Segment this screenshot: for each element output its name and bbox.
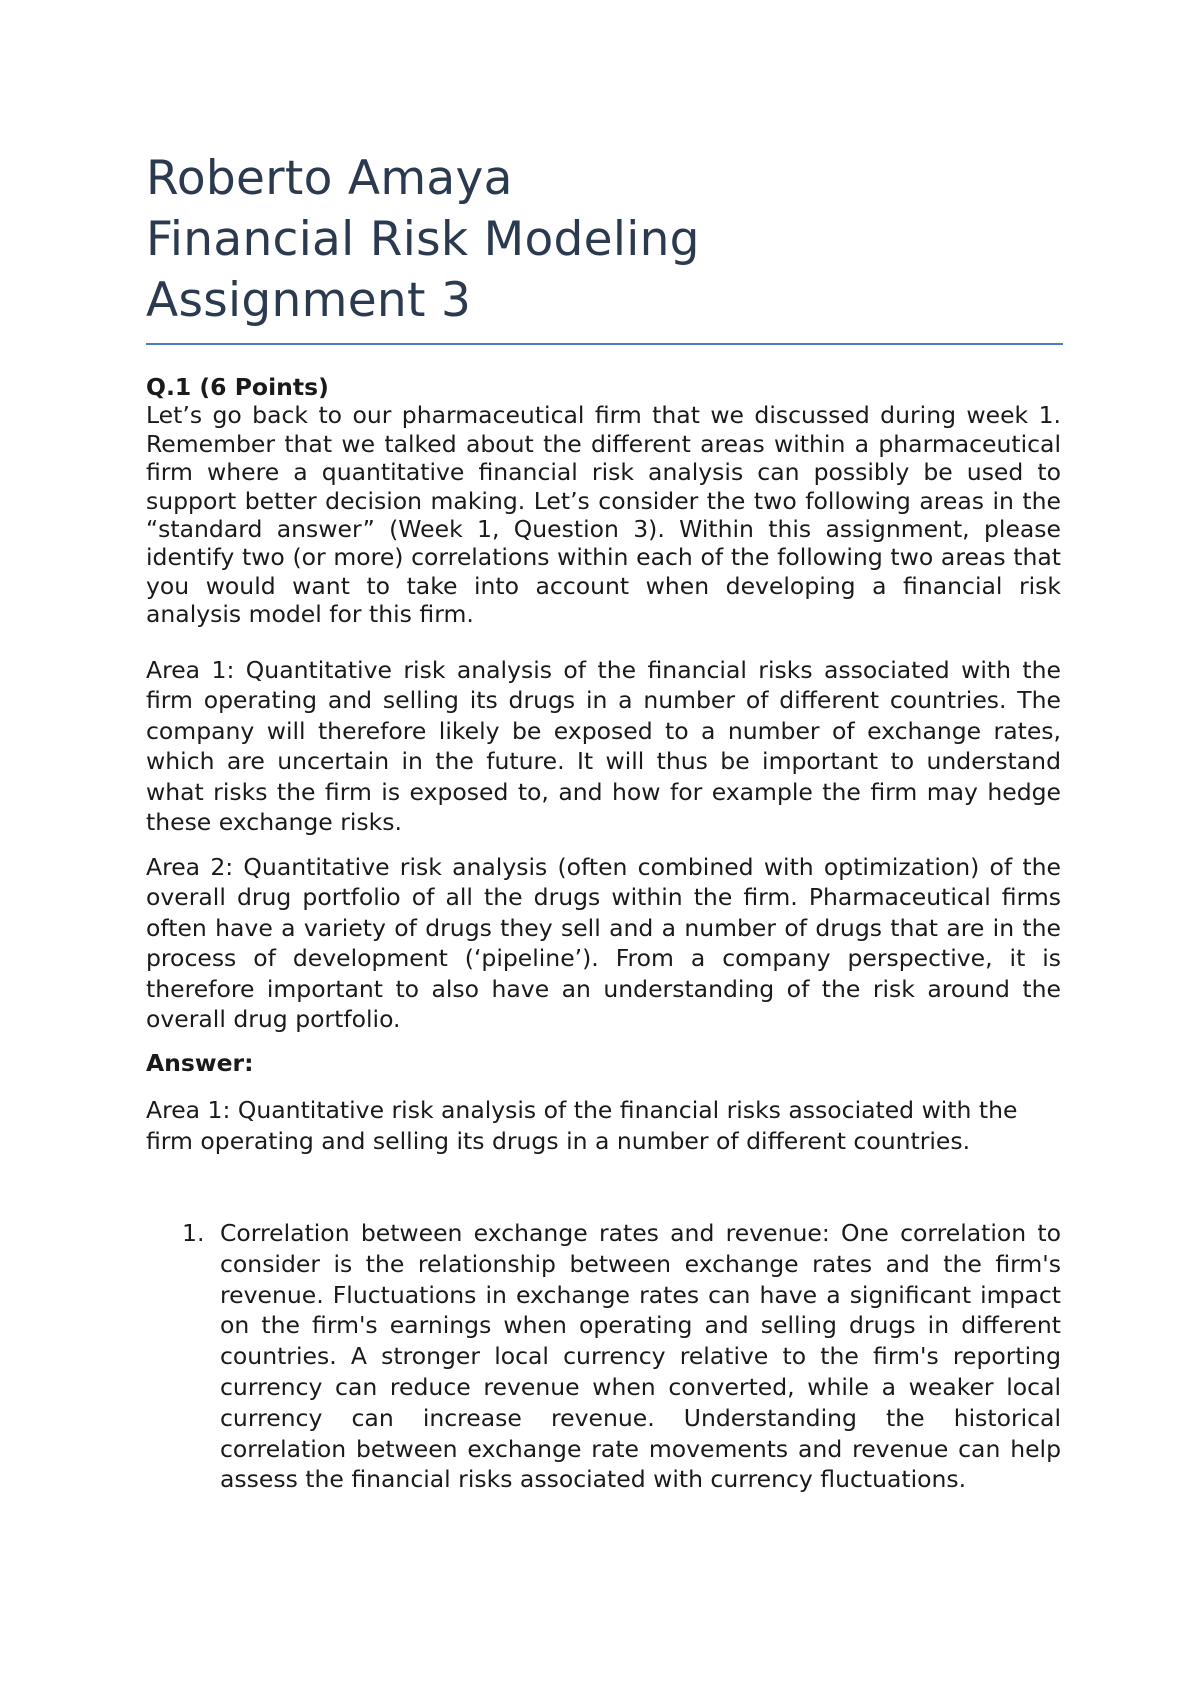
- document-page: [146, 148, 1061, 1495]
- question-area-2: Area 2: Quantitative risk analysis (often combined with optimization) of the overall drug portfolio of all the drugs within the firm. Pharmaceutical firms often have a variety of drugs they sell and a number of drugs that are in the process of development (‘pipeline’). From a company perspective, it is therefore important to also have an understanding of the risk around the overall drug portfolio.: [146, 852, 1061, 1034]
- list-item: [182, 1218, 1061, 1495]
- answer-list: [146, 1218, 1061, 1495]
- title-divider: [146, 343, 1063, 345]
- list-item-text: Correlation between exchange rates and revenue: One correlation to consider is the relationship between exchange rates and the firm's revenue. Fluctuations in exchange rates can have a significant impact on the firm's earnings when operating and selling drugs in different countries. A stronger local currency relative to the firm's reporting currency can reduce revenue when converted, while a weaker local currency can increase revenue. Understanding the historical correlation between exchange rate movements and revenue can help assess the financial risks associated with currency fluctuations.: [220, 1219, 1061, 1494]
- question-prompt: Let’s go back to our pharmaceutical firm that we discussed during week 1. Remember that we talked about the different areas within a pharmaceutical firm where a quantitative financial risk analysis can possibly be used to support better decision making. Let’s consider the two following areas in the “standard answer” (Week 1, Question 3). Within this assignment, please identify two (or more) correlations within each of the following two areas that you would want to take into account when developing a financial risk analysis model for this firm.: [146, 401, 1061, 629]
- author-name: Roberto Amaya: [146, 151, 513, 206]
- answer-area-1: Area 1: Quantitative risk analysis of the financial risks associated with the firm operating and selling its drugs in a number of different countries.: [146, 1096, 1018, 1155]
- list-item-number: 1.: [182, 1219, 205, 1248]
- assignment-name: Assignment 3: [146, 273, 472, 328]
- answer-label: Answer:: [146, 1048, 254, 1077]
- course-name: Financial Risk Modeling: [146, 212, 700, 267]
- question-area-1: Area 1: Quantitative risk analysis of the financial risks associated with the firm operating and selling its drugs in a number of different countries. The company will therefore likely be exposed to a number of exchange rates, which are uncertain in the future. It will thus be important to understand what risks the firm is exposed to, and how for example the firm may hedge these exchange risks.: [146, 655, 1061, 837]
- question-heading: Q.1 (6 Points): [146, 373, 329, 401]
- document-body: [146, 373, 1061, 1495]
- document-title: [146, 148, 1061, 331]
